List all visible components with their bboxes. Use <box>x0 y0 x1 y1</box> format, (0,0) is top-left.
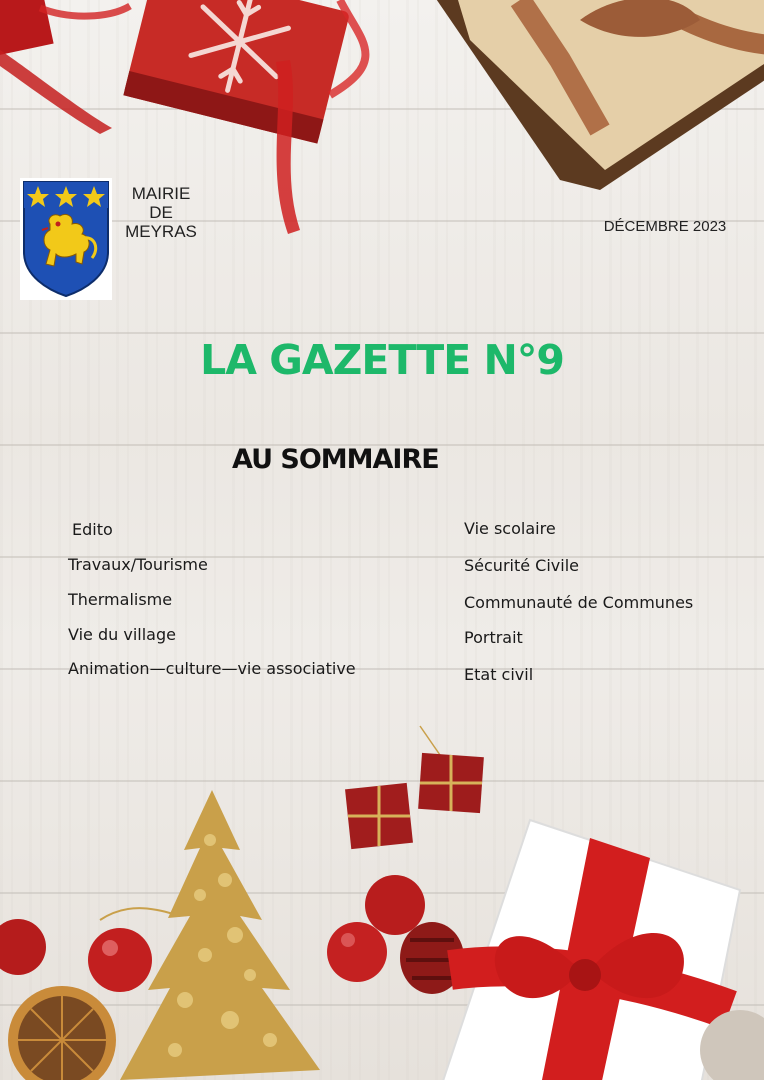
gift-box-icon <box>0 0 130 134</box>
gazette-title: LA GAZETTE N°9 <box>200 336 564 384</box>
mairie-label <box>116 184 206 241</box>
toc-item-edito: Edito <box>72 520 113 539</box>
toc-item-travaux: Travaux/Tourisme <box>68 555 208 574</box>
orange-slice-icon <box>8 986 116 1080</box>
mairie-line-1: MAIRIE <box>131 184 191 203</box>
sommaire-heading: AU SOMMAIRE <box>232 444 439 475</box>
toc-item-portrait: Portrait <box>464 628 523 647</box>
gift-box-icon <box>345 726 484 849</box>
christmas-tree-icon <box>120 790 320 1080</box>
toc-item-animation: Animation—culture—vie associative <box>68 659 356 678</box>
toc-item-securite-civile: Sécurité Civile <box>464 556 579 575</box>
mairie-line-3: MEYRAS <box>125 222 197 241</box>
toc-item-vie-scolaire: Vie scolaire <box>464 519 556 538</box>
top-decorations <box>0 0 764 240</box>
toc-item-etat-civil: Etat civil <box>464 665 534 684</box>
issue-date: DÉCEMBRE 2023 <box>603 218 727 235</box>
mairie-line-2: DE <box>149 203 173 222</box>
gift-box-icon <box>123 0 350 144</box>
toc-item-thermalisme: Thermalisme <box>68 590 173 609</box>
toc-item-vie-village: Vie du village <box>68 625 176 644</box>
crest-icon <box>20 178 112 300</box>
bottom-decorations <box>0 720 764 1080</box>
gift-box-icon <box>430 0 764 190</box>
toc-item-communaute: Communauté de Communes <box>464 593 694 612</box>
gift-box-icon <box>440 820 740 1080</box>
